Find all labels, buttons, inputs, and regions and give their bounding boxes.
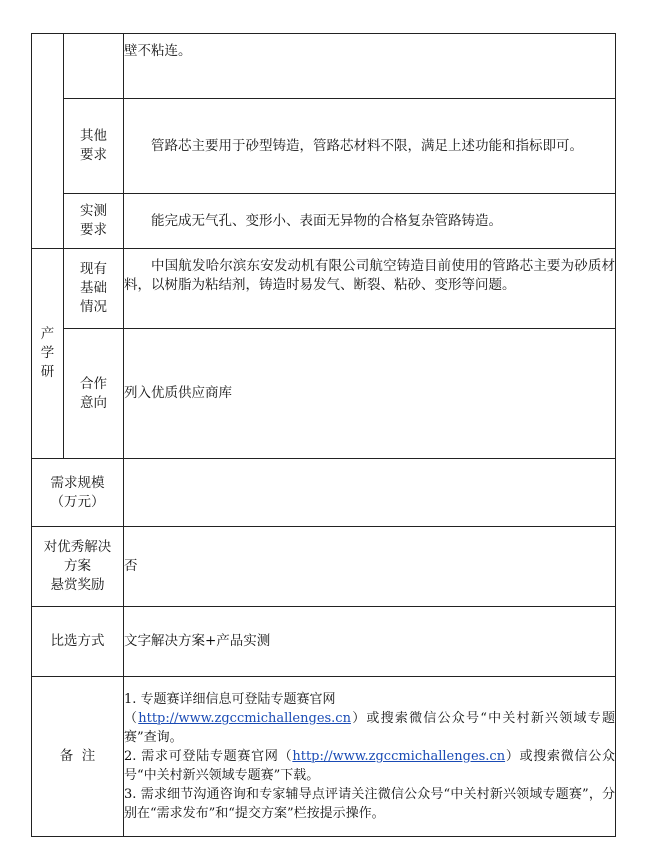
reward-row: [32, 527, 616, 607]
notes-text: [124, 677, 616, 837]
iur-section-label: 产 学 研: [32, 249, 64, 459]
demand-scale-row: [32, 459, 616, 527]
selection-row: [32, 607, 616, 677]
cooperation-label: 合作 意向: [64, 329, 124, 459]
cooperation-row: [32, 329, 616, 459]
demand-scale-value: [124, 459, 616, 527]
requirements-table: [31, 33, 616, 837]
spanning-blank-cell: [32, 34, 64, 249]
test-requirements-text: 能完成无气孔、变形小、表面无异物的合格复杂管路铸造。: [124, 194, 616, 249]
other-requirements-row: [32, 99, 616, 194]
note-2: 2. 需求可登陆专题赛官网（http://www.zgccmichallenges.cn）或搜索微信公众号“中关村新兴领域专题赛”下载。: [124, 749, 615, 783]
note-1: 1. 专题赛详细信息可登陆专题赛官网: [124, 692, 336, 707]
official-site-link-2[interactable]: http://www.zgccmichallenges.cn: [292, 749, 506, 764]
other-requirements-label: 其他 要求: [64, 99, 124, 194]
note-1-cont: （http://www.zgccmichallenges.cn）或搜索微信公众号“中关村新兴领域专题赛”查询。: [124, 711, 615, 745]
demand-scale-label: 需求规模 （万元）: [32, 459, 124, 527]
notes-row: [32, 677, 616, 837]
reward-label: 对优秀解决 方案 悬赏奖励: [32, 527, 124, 607]
selection-label: 比选方式: [32, 607, 124, 677]
existing-basis-row: [32, 249, 616, 329]
test-requirements-label: 实测 要求: [64, 194, 124, 249]
existing-basis-text: 中国航发哈尔滨东安发动机有限公司航空铸造目前使用的管路芯主要为砂质材料，以树脂为粘结剂，铸造时易发气、断裂、粘砂、变形等问题。: [124, 249, 616, 329]
existing-basis-label: 现有 基础 情况: [64, 249, 124, 329]
note-3: 3. 需求细节沟通咨询和专家辅导点评请关注微信公众号“中关村新兴领域专题赛”，分别在“需求发布”和“提交方案”栏按提示操作。: [124, 787, 615, 821]
other-requirements-text: 管路芯主要用于砂型铸造，管路芯材料不限，满足上述功能和指标即可。: [124, 99, 616, 194]
reward-value: 否: [124, 527, 616, 607]
cooperation-text: 列入优质供应商库: [124, 329, 616, 459]
official-site-link-1[interactable]: http://www.zgccmichallenges.cn: [138, 711, 351, 726]
continuation-row: [32, 34, 616, 99]
notes-label: 备 注: [32, 677, 124, 837]
blank-label-cell: [64, 34, 124, 99]
selection-value: 文字解决方案+产品实测: [124, 607, 616, 677]
continuation-text: 壁不粘连。: [124, 34, 616, 99]
test-requirements-row: [32, 194, 616, 249]
